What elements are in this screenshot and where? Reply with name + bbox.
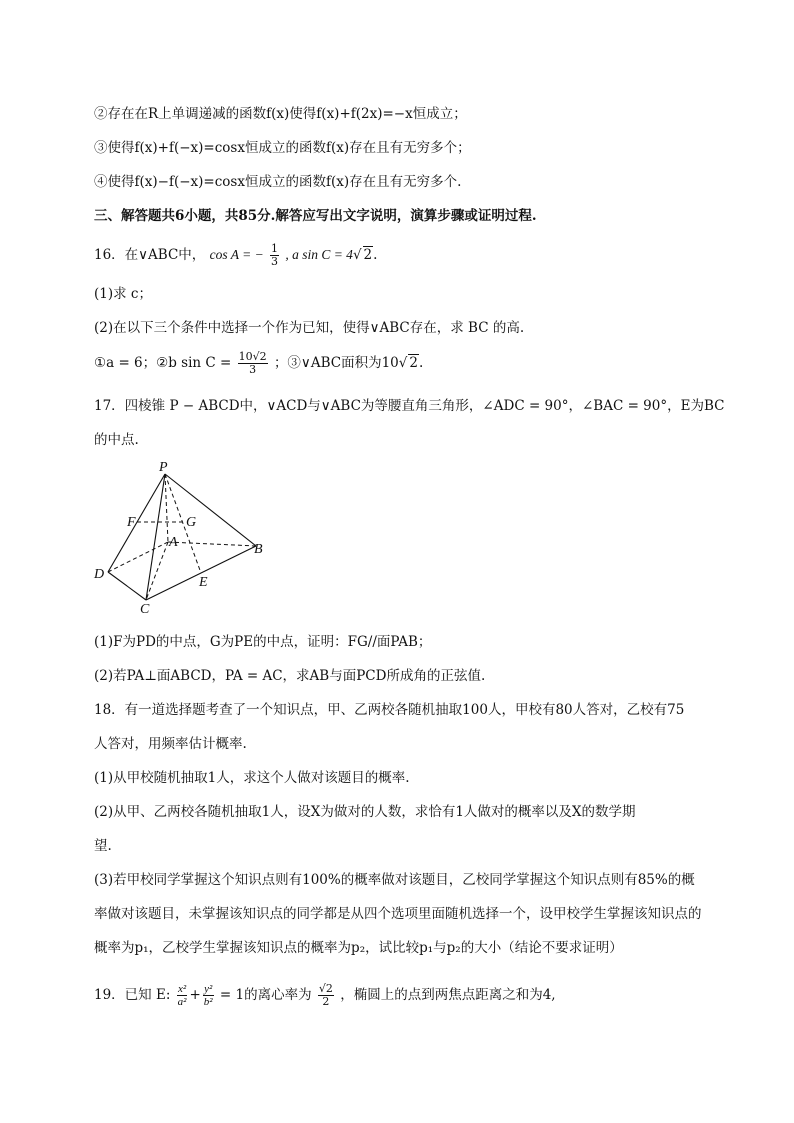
q19-frac-x bbox=[177, 983, 188, 1008]
q17-part1: (1)F为PD的中点，G为PE的中点，证明：FG//面PAB； bbox=[94, 634, 432, 650]
q19-frac-e bbox=[318, 983, 334, 1008]
statement-2: ②存在在R上单调递减的函数f(x)使得f(x)+f(2x)=−x恒成立； bbox=[94, 106, 467, 122]
q18-part1: (1)从甲校随机抽取1人，求这个人做对该题目的概率. bbox=[94, 770, 410, 786]
label-P: P bbox=[159, 460, 168, 475]
label-B: B bbox=[254, 542, 263, 557]
q19-x2: x² bbox=[177, 983, 187, 995]
q16-opt-num: 10√2 bbox=[238, 350, 267, 363]
q19-stem: 19．已知 E: $\frac{\text{x²}}{\text{a²}}$ + $\frac{\text{y²}}{\text{b²}}$ = 1的离心率为 $\frac{√2}{2}$ ，椭圆上的点到两焦点距离之和为4, bbox=[94, 982, 556, 1008]
q18-part2b: 望. bbox=[94, 838, 112, 854]
q16-cond-a: cos A = − bbox=[209, 247, 264, 262]
statement-4: ④使得f(x)−f(−x)=cosx恒成立的函数f(x)存在且有无穷多个. bbox=[94, 174, 462, 190]
q16-fraction bbox=[270, 243, 279, 268]
q19-frac-y bbox=[203, 983, 214, 1008]
q16-stem: 16．在∨ABC中， cos A = − $\frac{1}{3}$ , a sin C = 4√ 2. bbox=[94, 242, 378, 268]
q18-part2a: (2)从甲、乙两校各随机抽取1人，设X为做对的人数，求恰有1人做对的概率以及X的数学期 bbox=[94, 804, 636, 820]
q19-e-num: √2 bbox=[318, 982, 333, 995]
q16-opt-sqrt: 2 bbox=[409, 355, 418, 371]
q19-rest: ，椭圆上的点到两焦点距离之和为4, bbox=[340, 987, 556, 1003]
q18-line2: 人答对，用频率估计概率. bbox=[94, 736, 247, 752]
q16-part2: (2)在以下三个条件中选择一个作为已知，使得∨ABC存在，求 BC 的高. bbox=[94, 320, 525, 336]
q19-e-den: 2 bbox=[322, 995, 330, 1008]
pyramid-figure bbox=[90, 460, 280, 615]
q16-frac-num: 1 bbox=[271, 242, 279, 255]
q16-opt2: ；③∨ABC面积为10 bbox=[273, 355, 399, 371]
q16-opt-fraction bbox=[238, 351, 268, 376]
q16-cond-b: , a sin C = 4 bbox=[285, 247, 353, 262]
label-G: G bbox=[186, 515, 197, 530]
edge-AB bbox=[168, 542, 256, 546]
edge-PB bbox=[165, 474, 256, 546]
label-A: A bbox=[169, 535, 178, 550]
label-D: D bbox=[94, 567, 105, 582]
edge-PC bbox=[146, 474, 165, 600]
q17-part2: (2)若PA⊥面ABCD，PA = AC，求AB与面PCD所成角的正弦值. bbox=[94, 668, 486, 684]
q19-eq: = 1的离心率为 bbox=[219, 987, 312, 1003]
q17-line1: 17．四棱锥 P − ABCD中，∨ACD与∨ABC为等腰直角三角形，∠ADC = 90°，∠BAC = 90°，E为BC bbox=[94, 398, 725, 414]
statement-3: ③使得f(x)+f(−x)=cosx恒成立的函数f(x)存在且有无穷多个； bbox=[94, 140, 471, 156]
q16-prefix: 16．在∨ABC中， bbox=[94, 247, 206, 263]
q18-line1: 18．有一道选择题考查了一个知识点，甲、乙两校各随机抽取100人，甲校有80人答对，乙校有75 bbox=[94, 702, 685, 718]
edge-PA bbox=[165, 474, 168, 542]
q17-line2: 的中点. bbox=[94, 432, 139, 448]
q16-part1: (1)求 c； bbox=[94, 286, 152, 302]
label-C: C bbox=[140, 602, 150, 615]
q19-prefix: 19．已知 E: bbox=[94, 987, 171, 1003]
label-F: F bbox=[127, 515, 136, 530]
q16-end: . bbox=[373, 247, 378, 263]
q19-a2: a² bbox=[177, 996, 187, 1008]
q16-opt1: ①a = 6；②b sin C = bbox=[94, 355, 236, 371]
label-E: E bbox=[199, 575, 208, 590]
q16-frac-den: 3 bbox=[271, 255, 279, 268]
q16-options: ①a = 6；②b sin C = $\frac{10√2}{3}$ ；③∨ABC面积为10√ 2. bbox=[94, 350, 424, 376]
q18-part3: (3)若甲校同学掌握这个知识点则有100%的概率做对该题目，乙校同学掌握这个知识点则有85%的概率做对该题目，未掌握该知识点的同学都是从四个选项里面随机选择一个，设甲校学生掌握该知识点的概率为p₁，乙校学生掌握该知识点的概率为p₂，试比较p₁与p₂的大小（结论不要求证明） bbox=[94, 872, 702, 956]
q19-y2: y² bbox=[204, 983, 213, 995]
q16-sqrt: 2 bbox=[363, 247, 373, 263]
q16-opt-den: 3 bbox=[249, 363, 257, 376]
q16-opt-end: . bbox=[418, 355, 424, 371]
q19-b2: b² bbox=[203, 996, 213, 1008]
section-heading: 三、解答题共6小题，共85分.解答应写出文字说明，演算步骤或证明过程. bbox=[94, 208, 537, 224]
edge-PD bbox=[108, 474, 165, 572]
edge-DC bbox=[108, 572, 146, 600]
